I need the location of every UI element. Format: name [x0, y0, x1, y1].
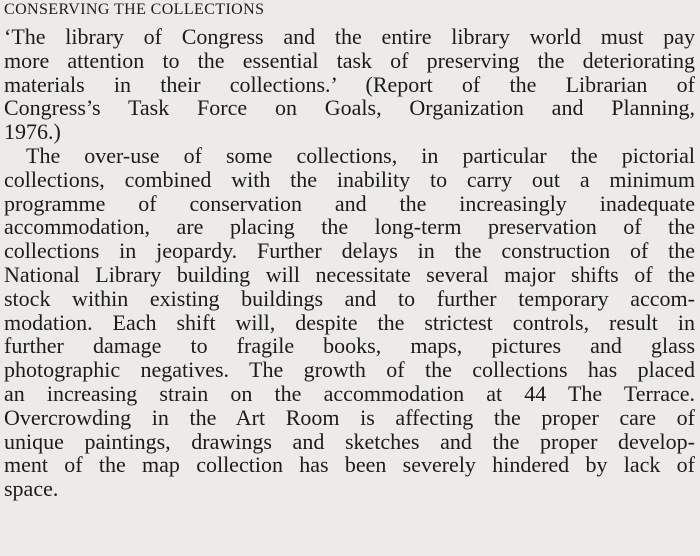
text-line: ‘The library of Congress and the entire library world must pay [4, 24, 695, 49]
text-line: 1976.) [4, 119, 61, 145]
text-line: ment of the map collection has been severely hindered by lack of [4, 452, 695, 478]
text-line: materials in their collections.’ (Report of the Librarian of [4, 71, 695, 97]
text-line: collections in jeopardy. Further delays in the construction of the [4, 238, 695, 264]
text-line: more attention to the essential task of preserving the deteriorating [4, 47, 695, 73]
body-paragraph [4, 144, 695, 501]
text-line: Congress’s Task Force on Goals, Organization and Planning, [4, 95, 695, 121]
section-heading: CONSERVING THE COLLECTIONS [4, 1, 265, 18]
body-text [4, 25, 695, 501]
text-line: programme of conservation and the increasingly inadequate [4, 190, 695, 216]
text-line: National Library building will necessitate several major shifts of the [4, 261, 695, 287]
quote-paragraph [4, 25, 695, 144]
text-line: collections, combined with the inability to carry out a minimum [4, 166, 695, 192]
text-line: Overcrowding in the Art Room is affecting the proper care of [4, 404, 695, 430]
text-line: modation. Each shift will, despite the strictest controls, result in [4, 309, 695, 335]
text-line: stock within existing buildings and to further temporary accom- [4, 285, 695, 311]
text-line: accommodation, are placing the long-term preservation of the [4, 214, 695, 240]
text-line: space. [4, 476, 59, 502]
text-line: further damage to fragile books, maps, pictures and glass [4, 333, 695, 359]
text-line: an increasing strain on the accommodation at 44 The Terrace. [4, 380, 695, 406]
text-line: unique paintings, drawings and sketches and the proper develop- [4, 428, 695, 454]
text-line: The over-use of some collections, in particular the pictorial [26, 142, 695, 168]
text-line: photographic negatives. The growth of the collections has placed [4, 357, 695, 383]
